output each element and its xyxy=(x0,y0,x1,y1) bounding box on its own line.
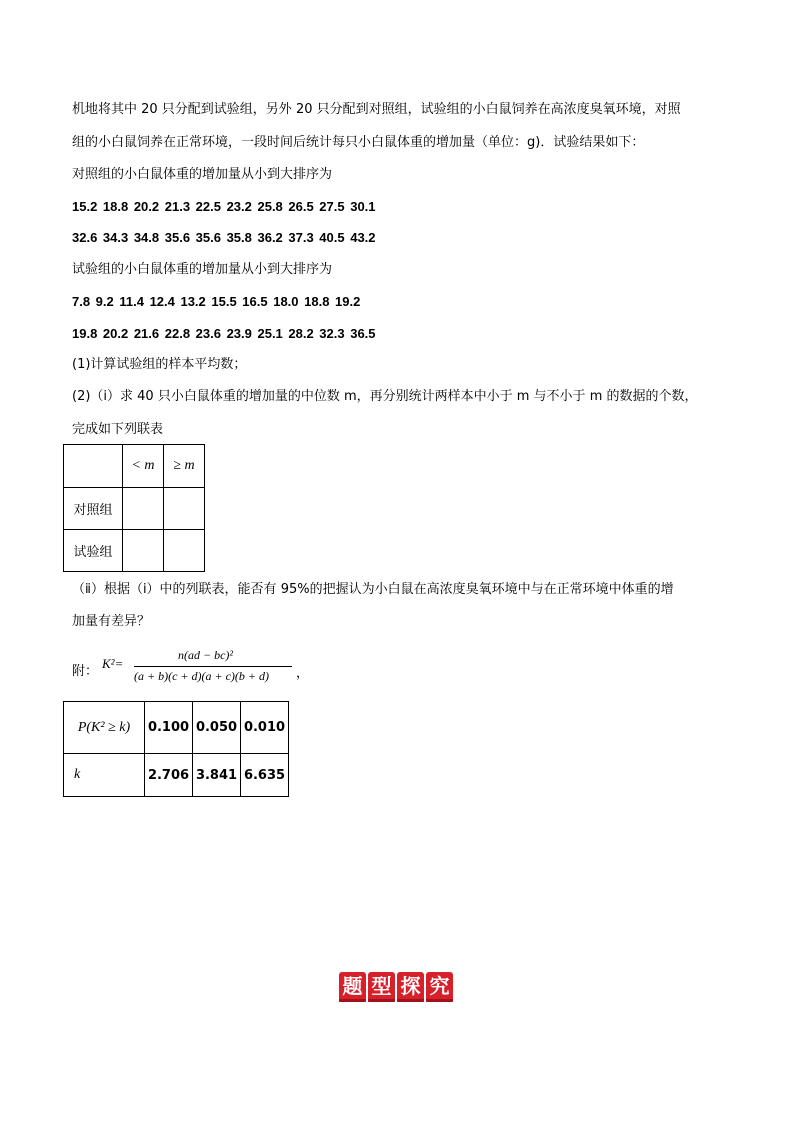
question-2ii-continued: 加量有差异？ xyxy=(72,614,151,629)
fraction-bar xyxy=(134,666,292,667)
formula-denominator: (a + b)(c + d)(a + c)(b + d) xyxy=(134,669,270,683)
col-header-not-less-than-m: ≥ m xyxy=(164,445,205,488)
logo-char: 究 xyxy=(426,972,453,1002)
question-1: (1)计算试验组的样本平均数； xyxy=(72,357,247,372)
question-2i-continued: 完成如下列联表 xyxy=(72,422,164,437)
control-data-row-2: 32.6 34.3 34.8 35.6 35.6 35.8 36.2 37.3 40.5 43.2 xyxy=(72,230,376,245)
row-header-experiment: 试验组 xyxy=(64,530,123,572)
cell-experiment-lt xyxy=(123,530,164,572)
control-heading: 对照组的小白鼠体重的增加量从小到大排序为 xyxy=(72,167,333,182)
experiment-data-row-2: 19.8 20.2 21.6 22.8 23.6 23.9 25.1 28.2 32.3 36.5 xyxy=(72,326,376,341)
p-value-cell: 0.100 xyxy=(145,702,193,754)
control-data-row-1: 15.2 18.8 20.2 21.3 22.5 23.2 25.8 26.5 27.5 30.1 xyxy=(72,199,376,214)
cell-control-lt xyxy=(123,488,164,530)
section-logo-banner xyxy=(339,972,453,1002)
corner-cell xyxy=(64,445,123,488)
col-header-less-than-m: < m xyxy=(123,445,164,488)
intro-line-1: 机地将其中 20 只分配到试验组，另外 20 只分配到对照组，试验组的小白鼠饲养在高浓度臭氧环境，对照 xyxy=(72,102,681,117)
question-2ii: （ⅱ）根据（i）中的列联表，能否有 95%的把握认为小白鼠在高浓度臭氧环境中与在正常环境中体重的增 xyxy=(72,582,674,597)
critical-value-table xyxy=(63,701,289,797)
question-2i: (2)（ⅰ）求 40 只小白鼠体重的增加量的中位数 m，再分别统计两样本中小于 m 与不小于 m 的数据的个数， xyxy=(72,389,698,404)
probability-header: P(K² ≥ k) xyxy=(64,702,145,754)
logo-char: 题 xyxy=(339,972,366,1002)
appendix-label: 附： xyxy=(72,664,99,679)
contingency-table xyxy=(63,444,205,572)
formula-lhs: K²= xyxy=(102,656,124,671)
intro-line-2: 组的小白鼠饲养在正常环境，一段时间后统计每只小白鼠体重的增加量（单位：g)．试验结果如下： xyxy=(72,135,645,150)
logo-char: 探 xyxy=(397,972,424,1002)
logo-char: 型 xyxy=(368,972,395,1002)
row-header-control: 对照组 xyxy=(64,488,123,530)
formula-trailing-comma: ， xyxy=(296,666,310,681)
k-value-cell: 2.706 xyxy=(145,754,193,797)
p-value-cell: 0.050 xyxy=(193,702,241,754)
k-value-cell: 3.841 xyxy=(193,754,241,797)
cell-control-ge xyxy=(164,488,205,530)
k-header: k xyxy=(64,754,145,797)
experiment-heading: 试验组的小白鼠体重的增加量从小到大排序为 xyxy=(72,262,333,277)
cell-experiment-ge xyxy=(164,530,205,572)
formula-numerator: n(ad − bc)² xyxy=(178,648,234,662)
p-value-cell: 0.010 xyxy=(241,702,289,754)
experiment-data-row-1: 7.8 9.2 11.4 12.4 13.2 15.5 16.5 18.0 18.8 19.2 xyxy=(72,294,361,309)
k-value-cell: 6.635 xyxy=(241,754,289,797)
